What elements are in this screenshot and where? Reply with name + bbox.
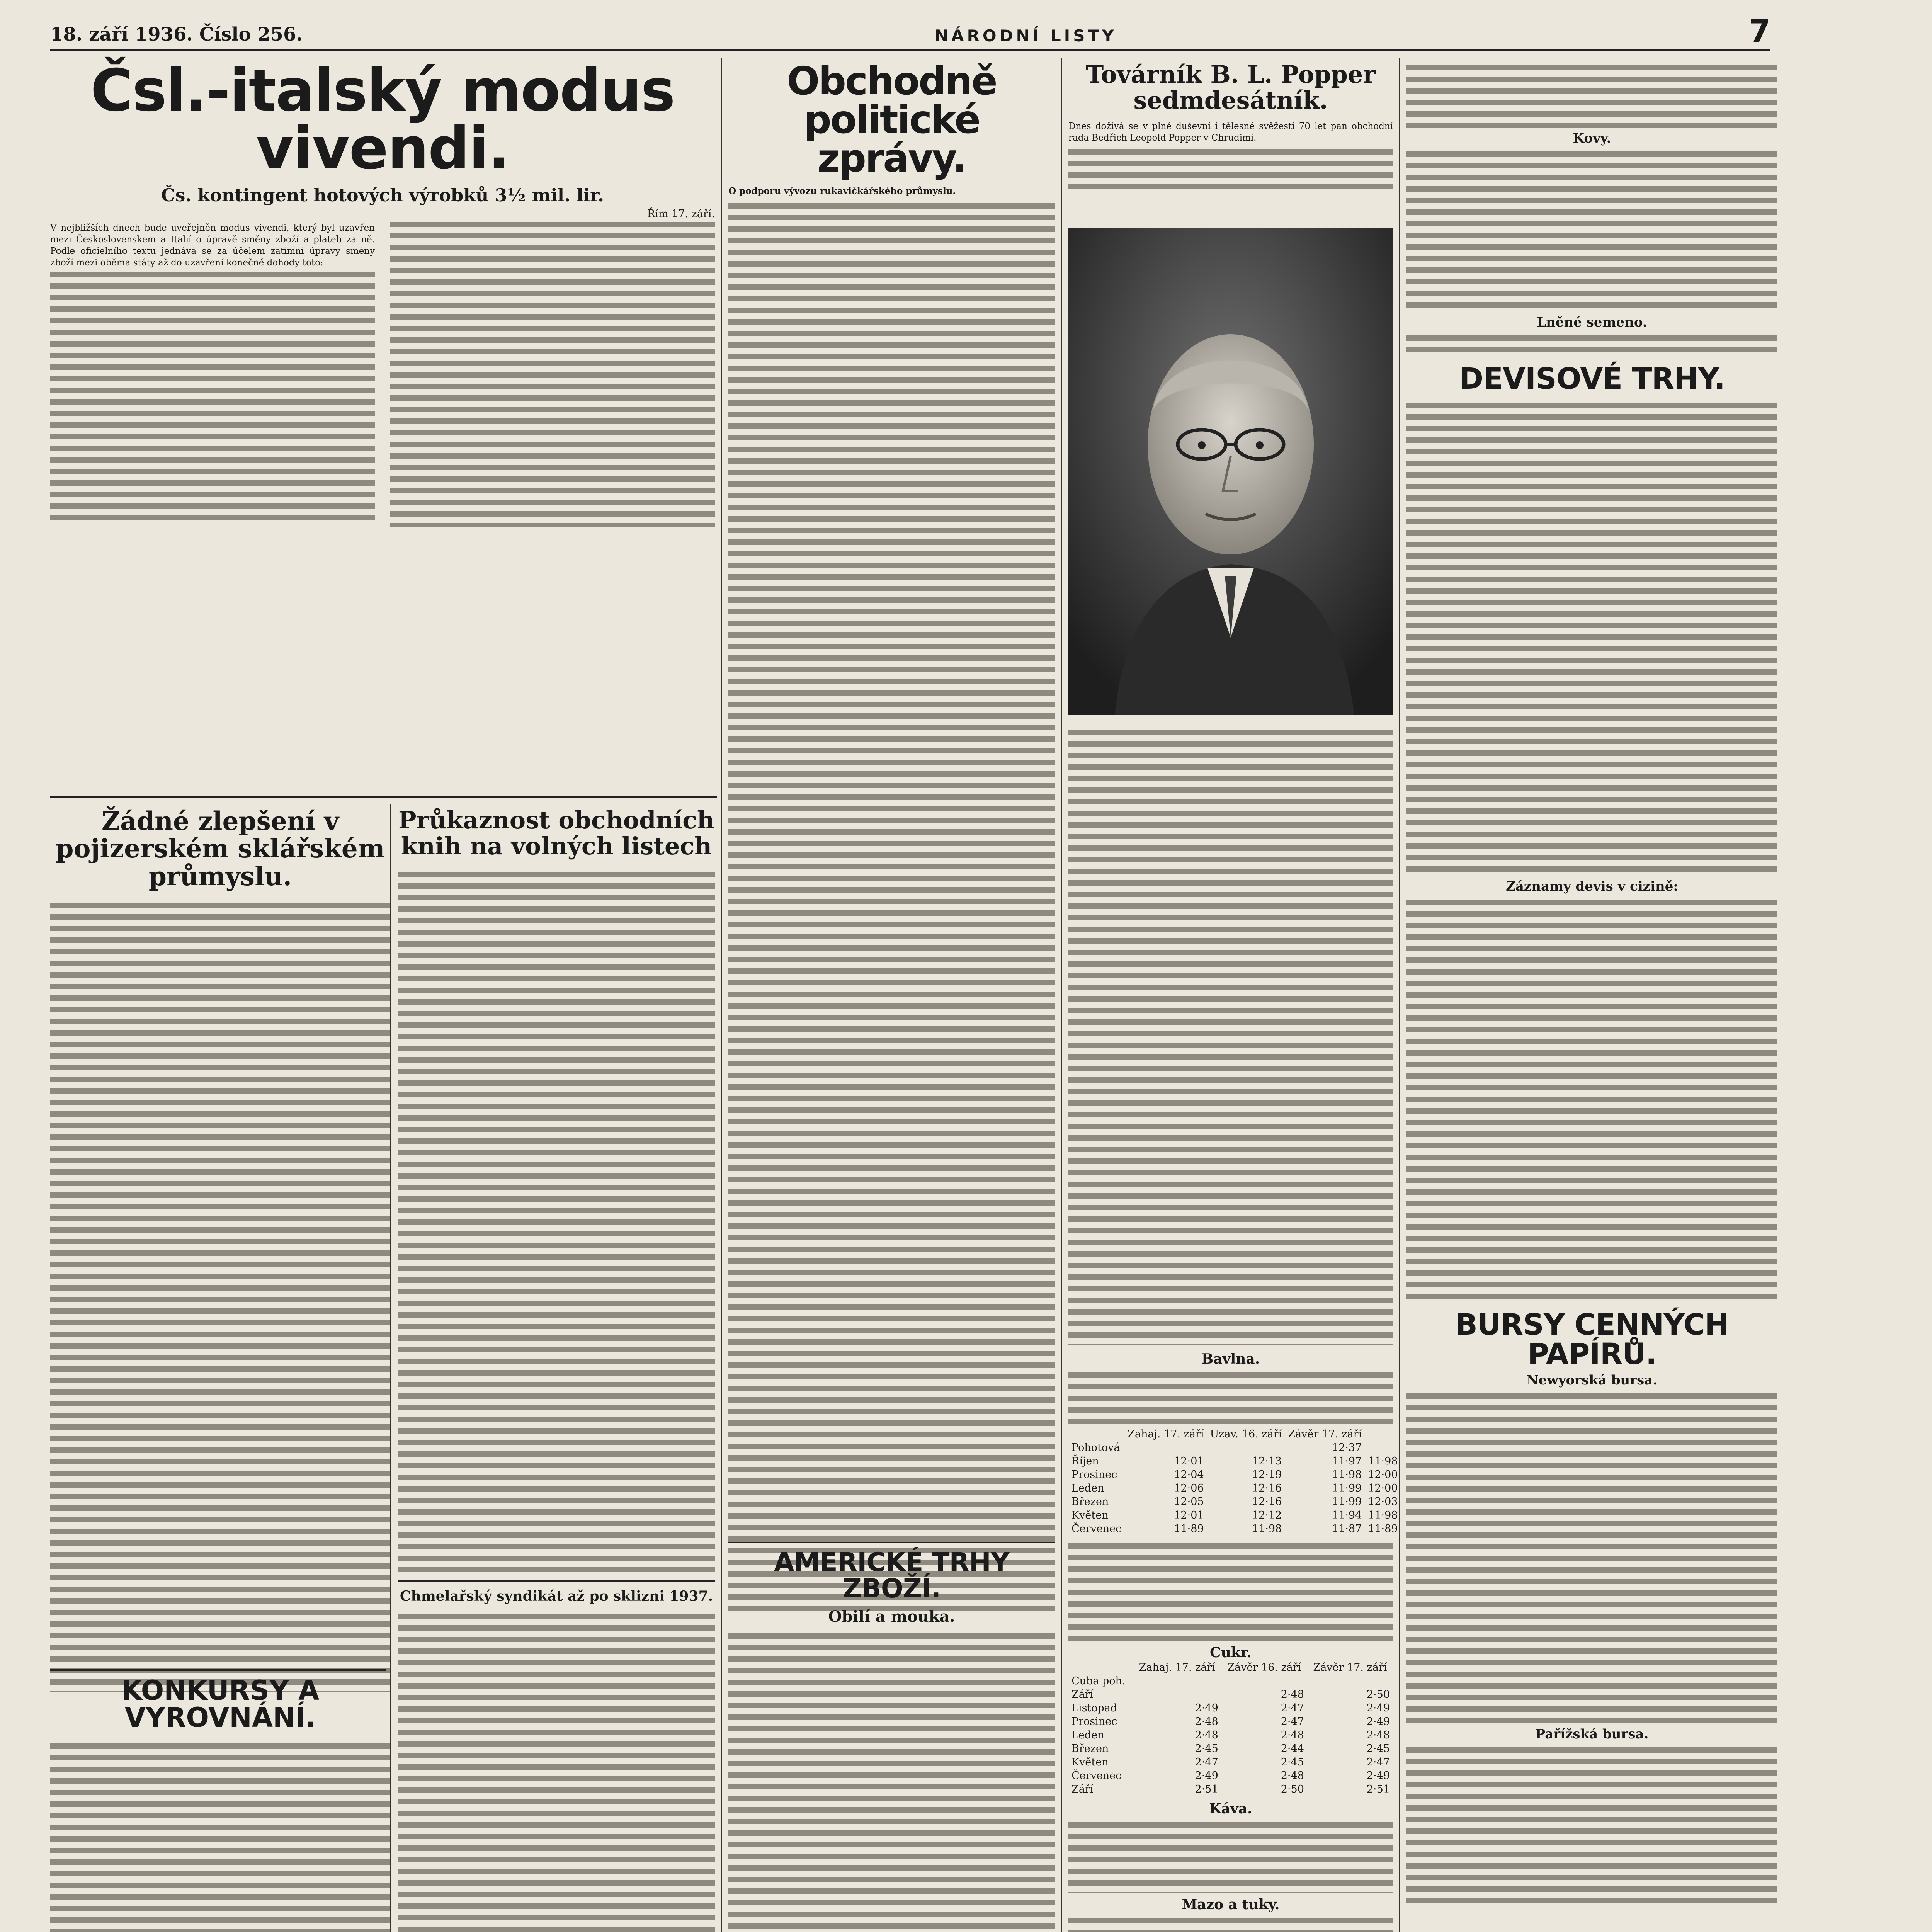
table-row <box>1068 1522 1401 1536</box>
body-text-placeholder <box>1068 1369 1393 1427</box>
body-text-placeholder <box>398 869 715 1572</box>
table-header-cell: Uzav. 16. září <box>1210 1428 1282 1440</box>
body-text-placeholder <box>398 1611 715 1932</box>
body-text-placeholder <box>1406 896 1777 1302</box>
table-cell: 2·49 <box>1366 1716 1390 1728</box>
column-markets <box>1068 60 1398 1932</box>
column-rule <box>1399 58 1400 1932</box>
table-cell: 2·48 <box>1195 1729 1218 1741</box>
table-cell: Červenec <box>1071 1770 1122 1782</box>
table-cell <box>1133 1674 1221 1688</box>
headline: Chmelařský syndikát až po sklizni 1937. <box>400 1588 713 1604</box>
article-lead: Dnes dožívá se v plné duševní i tělesné svěžesti 70 let pan obchodní rada Bedřich Leopold Popper v Chrudimi. <box>1068 121 1393 143</box>
table-cell: 2·49 <box>1195 1702 1218 1714</box>
table-cell: Září <box>1071 1689 1094 1701</box>
body-text-placeholder <box>1068 726 1393 1345</box>
market-heading-parizska: Pařížská bursa. <box>1535 1726 1649 1742</box>
table-header-cell: Závěr 16. září <box>1227 1662 1301 1673</box>
table-cell: Leden <box>1071 1729 1104 1741</box>
column-finance <box>1406 62 1777 1932</box>
article-lead: V nejbližších dnech bude uveřejněn modus vivendi, který byl uzavřen mezi Československem a Italií o úpravě směny zboží a plateb za ně. Podle oficielního textu jednává se za účelem zatímní úpravy směny zboží mezi oběma státy až do uzavření konečné dohody toto: <box>50 223 375 268</box>
headline: BURSY CENNÝCH PAPÍRŮ. <box>1455 1307 1729 1371</box>
headline: DEVISOVÉ TRHY. <box>1459 361 1725 396</box>
table-row <box>1068 1715 1393 1728</box>
table-row <box>1068 1509 1401 1522</box>
table-cell: 11·87 <box>1332 1523 1362 1535</box>
table-cell: 12·06 <box>1174 1482 1204 1494</box>
section-rule <box>50 1669 386 1671</box>
body-text-placeholder <box>728 200 1055 1614</box>
table-cell: 11·98 <box>1368 1455 1398 1467</box>
table-cell: 12·12 <box>1252 1509 1282 1521</box>
headline: Průkaznost obchodních knih na volných listech <box>398 806 714 860</box>
table-cell: 11·98 <box>1368 1509 1398 1521</box>
table-row <box>1068 1454 1401 1468</box>
paper-name: NÁRODNÍ LISTY <box>934 26 1117 45</box>
table-cell: 12·01 <box>1174 1509 1204 1521</box>
table-cell: 11·99 <box>1332 1496 1362 1508</box>
table-row <box>1068 1701 1393 1715</box>
headline: Žádné zlepšení v pojizerském sklářském průmyslu. <box>56 806 385 891</box>
table-cell: 2·50 <box>1366 1689 1390 1701</box>
table-cell: Leden <box>1071 1482 1104 1494</box>
portrait-image <box>1068 228 1393 715</box>
table-cell: 2·44 <box>1281 1743 1304 1755</box>
section-rule <box>50 796 717 798</box>
market-heading-cukr: Cukr. <box>1210 1645 1252 1661</box>
table-row <box>1068 1495 1401 1509</box>
table-cell: 2·49 <box>1366 1702 1390 1714</box>
table-row <box>1068 1742 1393 1755</box>
body-text-placeholder <box>1406 1390 1777 1723</box>
table-cell: 11·99 <box>1332 1482 1362 1494</box>
table-cell: 2·48 <box>1195 1716 1218 1728</box>
subheadline: Čs. kontingent hotových výrobků 3½ mil. lir. <box>161 185 604 206</box>
article-prukaznost <box>398 808 715 1573</box>
table-header-cell <box>1068 1427 1124 1441</box>
article-lead: O podporu vývozu rukavičkářského průmyslu. <box>728 186 956 196</box>
table-cell: Prosinec <box>1071 1716 1117 1728</box>
table-cell <box>1307 1674 1393 1688</box>
article-konkursy <box>50 1677 390 1932</box>
headline: Obchodně politické zprávy. <box>787 58 997 181</box>
dateline: Řím 17. září. <box>647 208 715 220</box>
table-cell: 2·47 <box>1195 1756 1218 1768</box>
table-cell: 12·00 <box>1368 1482 1398 1494</box>
table-cell: 2·48 <box>1281 1770 1304 1782</box>
table-cell: Září <box>1071 1783 1094 1795</box>
table-cell: Pohotová <box>1071 1442 1120 1454</box>
table-cell <box>1221 1674 1307 1688</box>
article-pojizersky <box>50 808 390 1662</box>
article-chmelarsky <box>398 1588 715 1932</box>
table-cell: Cuba poh. <box>1071 1675 1126 1687</box>
table-cell: Listopad <box>1071 1702 1117 1714</box>
table-bavlna <box>1068 1427 1401 1536</box>
table-cell: 12·37 <box>1332 1442 1362 1454</box>
market-heading-lneno: Lněné semeno. <box>1537 315 1647 330</box>
page-number: 7 <box>1749 13 1770 49</box>
headline: Továrník B. L. Popper sedmdesátník. <box>1086 60 1376 114</box>
article-americke-trhy <box>728 1549 1055 1932</box>
market-heading-kava: Káva. <box>1209 1801 1252 1817</box>
table-cell: 2·48 <box>1281 1729 1304 1741</box>
table-cell: 12·00 <box>1368 1469 1398 1481</box>
table-header-cell <box>1068 1661 1133 1674</box>
table-row <box>1068 1755 1393 1769</box>
table-cell: 2·47 <box>1281 1716 1304 1728</box>
table-row <box>1068 1674 1393 1688</box>
subheadline: Obilí a mouka. <box>828 1607 955 1626</box>
table-cell: 2·51 <box>1366 1783 1390 1795</box>
table-header-cell: Závěr 17. září <box>1288 1428 1362 1440</box>
table-row <box>1068 1782 1393 1796</box>
table-cell: 12·05 <box>1174 1496 1204 1508</box>
table-header-row <box>1068 1661 1393 1674</box>
table-row <box>1068 1688 1393 1701</box>
article-obchodne <box>728 58 1055 1538</box>
table-cukr <box>1068 1661 1393 1796</box>
body-text-placeholder <box>1406 332 1777 355</box>
table-cell: 2·47 <box>1366 1756 1390 1768</box>
table-cell <box>1124 1441 1207 1454</box>
table-cell: 2·47 <box>1281 1702 1304 1714</box>
body-text-placeholder <box>1068 1915 1393 1932</box>
table-cell: 2·51 <box>1195 1783 1218 1795</box>
table-row <box>1068 1481 1401 1495</box>
table-cell: 12·03 <box>1368 1496 1398 1508</box>
body-text-placeholder <box>1406 148 1777 311</box>
body-text-placeholder <box>1406 62 1777 128</box>
table-cell: 2·45 <box>1281 1756 1304 1768</box>
body-text-placeholder <box>1068 1540 1393 1641</box>
table-cell: Říjen <box>1071 1455 1099 1467</box>
issue-date: 18. září 1936. Číslo 256. <box>50 24 303 45</box>
table-row <box>1068 1441 1401 1454</box>
table-cell: 2·48 <box>1366 1729 1390 1741</box>
portrait-photo <box>1068 228 1393 715</box>
column-rule <box>721 58 722 1932</box>
market-heading-bavlna: Bavlna. <box>1201 1351 1260 1367</box>
table-row <box>1068 1769 1393 1782</box>
table-cell: 2·45 <box>1366 1743 1390 1755</box>
body-text-placeholder <box>1406 400 1777 875</box>
table-cell: 2·45 <box>1195 1743 1218 1755</box>
table-cell: 2·49 <box>1195 1770 1218 1782</box>
headline: KONKURSY A VYROVNÁNÍ. <box>121 1675 320 1733</box>
table-cell: 12·19 <box>1252 1469 1282 1481</box>
table-cell: 12·16 <box>1252 1496 1282 1508</box>
table-cell: 11·94 <box>1332 1509 1362 1521</box>
column-rule <box>1061 58 1062 1932</box>
table-header-cell: Závěr 17. září <box>1313 1662 1387 1673</box>
table-cell: Březen <box>1071 1743 1109 1755</box>
market-heading-kovy: Kovy. <box>1573 131 1611 146</box>
headline: Čsl.-italský modus vivendi. <box>90 57 675 182</box>
body-text-placeholder <box>1068 146 1393 194</box>
body-text-placeholder <box>50 900 390 1692</box>
table-cell: 11·89 <box>1174 1523 1204 1535</box>
body-text-placeholder <box>1406 1744 1777 1906</box>
table-header-cell: Zahaj. 17. září <box>1139 1662 1215 1673</box>
table-row <box>1068 1468 1401 1481</box>
body-text-placeholder <box>1068 1819 1393 1893</box>
body-text-placeholder <box>50 1740 390 1932</box>
table-row <box>1068 1728 1393 1742</box>
column-rule <box>390 804 391 1932</box>
table-cell: 2·48 <box>1281 1689 1304 1701</box>
body-text-placeholder <box>728 1630 1055 1932</box>
table-cell: 11·98 <box>1252 1523 1282 1535</box>
table-cell: Březen <box>1071 1496 1109 1508</box>
table-cell: Květen <box>1071 1509 1109 1521</box>
market-heading-newyorska: Newyorská bursa. <box>1526 1372 1658 1388</box>
market-heading-mazo: Mazo a tuky. <box>1182 1896 1280 1913</box>
table-cell: 11·98 <box>1332 1469 1362 1481</box>
section-rule <box>728 1542 1055 1543</box>
table-cell <box>1207 1441 1285 1454</box>
table-cell: 11·97 <box>1332 1455 1362 1467</box>
table-cell: Červenec <box>1071 1523 1122 1535</box>
table-cell: 12·04 <box>1174 1469 1204 1481</box>
headline: AMERICKÉ TRHY ZBOŽÍ. <box>774 1547 1010 1604</box>
page-header <box>50 13 1770 51</box>
table-cell: 12·13 <box>1252 1455 1282 1467</box>
table-cell: 12·16 <box>1252 1482 1282 1494</box>
table-cell: Prosinec <box>1071 1469 1117 1481</box>
article-modus <box>50 57 715 788</box>
table-cell: 11·89 <box>1368 1523 1398 1535</box>
table-cell: Květen <box>1071 1756 1109 1768</box>
table-cell: 12·01 <box>1174 1455 1204 1467</box>
table-cell <box>1133 1688 1221 1701</box>
table-cell: 2·50 <box>1281 1783 1304 1795</box>
table-header-cell: Zahaj. 17. září <box>1128 1428 1204 1440</box>
table-header-row <box>1068 1427 1401 1441</box>
market-heading-zaznamy: Záznamy devis v cizině: <box>1506 879 1678 894</box>
section-rule <box>398 1580 715 1582</box>
table-cell: 2·49 <box>1366 1770 1390 1782</box>
